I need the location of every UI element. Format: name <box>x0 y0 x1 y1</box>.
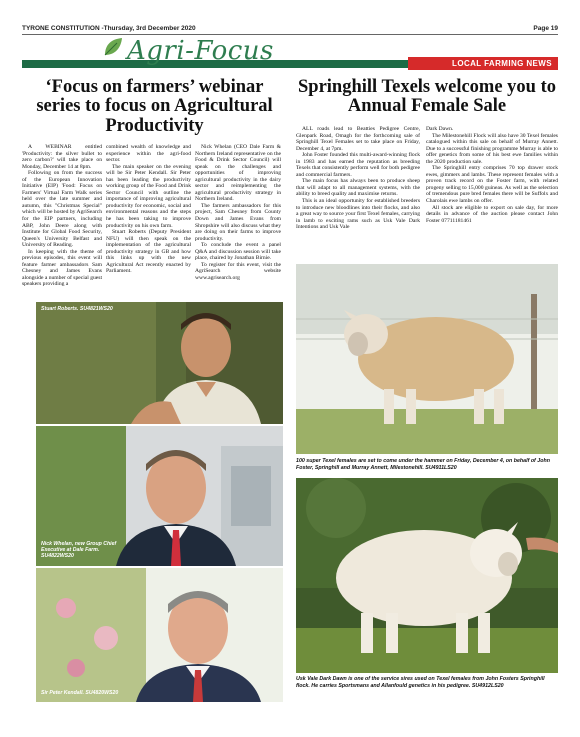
paragraph: Stuart Roberts (Deputy President NFU) will then speak on the implementation of the agricultural productivity strategy in GB and how this links up with the new Agricultural Act recently enacted by Parliament. <box>106 229 191 275</box>
paragraph: The main speaker on the evening will be Sir Peter Kendall. Sir Peter has been leading the productivity working group of the Food and Drink Sector Council with outline the importance of improving agricultural productivity for economic, social and environmental reasons and the steps he has been taking to improve productivity on his own farm. <box>106 163 191 229</box>
section-title: Agri-Focus <box>127 36 274 66</box>
leaf-icon <box>102 36 124 58</box>
left-headline: ‘Focus on farmers’ webinar series to focus on Agricultural Productivity <box>36 77 273 136</box>
paragraph: A WEBINAR entitled 'Productivity: the silver bullet to zero carbon?' will take place on Monday, December 14 at 8pm. <box>22 144 102 170</box>
right-headline: Springhill Texels welcome you to Annual Female Sale <box>298 77 556 117</box>
paragraph: ALL roads lead to Beatties Pedigree Centre, Glenpark Road, Omagh for the forthcoming sale of Springhill Texel Females set to take place on Friday, December 4, at 7pm. <box>296 126 420 152</box>
paragraph: All stock are eligible to export on sale day, for more details in advance of the auction please contact John Foster 07711181461 <box>426 204 558 224</box>
photo-texel-females <box>296 264 558 454</box>
photo-caption: Usk Vale Dark Dawn is one of the service sires used on Texel females from John Fosters Springhill flock. He carries Sportsmans and Allanfould genetics in his pedigree. SU4912LS20 <box>296 676 545 689</box>
paragraph: The main focus has always been to produce sheep that will adapt to all management systems, with the ability to breed quality and maximise returns. <box>296 178 420 198</box>
left-article-col-3 <box>195 144 281 281</box>
paragraph: To conclude the event a panel Q&A and discussion session will take place, chaired by Jonathan Birnie. <box>195 242 281 262</box>
paragraph: This is an ideal opportunity for established breeders to introduce new bloodlines into their flocks, and also a great way to source your first Texel females, carrying in lamb to exciting rams such as Usk Vale Dark Intentions and Usk Vale <box>296 198 420 231</box>
paragraph: The farmers ambassadors for this project, Sam Chesney from County Down and James Evans from Shropshire will also discuss what they are doing on their farms to improve productivity. <box>195 202 281 242</box>
paragraph: Following on from the success of the European Innovation Initiative (EIP) 'Food: Focus on Farmers' Virtual Farm Walk series held over the late summer and autumn, this "Christmas Special" which will be hosted by AgriSearch for the EIP partners, including ABP, John Deere along with Institute for Global Food Security, Queen's University Belfast and University of Reading. <box>22 170 103 249</box>
photo-peter-kendall <box>36 568 283 702</box>
photo-caption: Nick Whelan, new Group Chief Executive at Dale Farm. SU4822WS20 <box>41 541 117 559</box>
photo-caption: Sir Peter Kendall. SU4820WS20 <box>41 690 119 696</box>
portrait-image <box>36 568 283 702</box>
paragraph: The Milestonehill Flock will also have 30 Texel females catalogued within this sale on behalf of Murray Annett. Due to a successful finishing programme Murray is able to offer genetics from some of his best ewe families within the 2020 production sale. <box>426 132 558 165</box>
photo-caption: 100 super Texel females are set to come under the hammer on Friday, December 4, on behalf of John Foster, Springhill and Murray Annett, Milestonehill. SU4911LS20 <box>296 458 550 471</box>
section-banner <box>22 38 558 68</box>
header-rule <box>22 34 558 35</box>
paragraph: Nick Whelan (CEO Dale Farm & Northern Ireland representative on the Food & Drink Sector Council) will speak on the challenges and opportunities of improving agricultural productivity in the dairy sector and reimplementing the agricultural productivity strategy in Northern Ireland. <box>195 144 281 203</box>
paragraph: The Springhill entry comprises 70 top drawer stock ewes, gimmers and lambs. These represent females with a proven track record on the Foster farm, with related progeny selling to 15,000 guineas. As well as the selection of tremendous pure bred females there will be Suffolx and Charolais ewe lambs on offer. <box>426 165 558 205</box>
publication-date: TYRONE CONSTITUTION -Thursday, 3rd December 2020 <box>22 25 196 32</box>
left-article-col-2 <box>106 144 191 275</box>
right-article-col-1 <box>296 126 420 231</box>
paragraph: In keeping with the theme of previous episodes, this event will feature farmer ambassadors Sam Chesney and James Evans alongside a number of special guest speakers providing a <box>22 248 102 288</box>
paragraph: Dark Dawn. <box>426 126 454 132</box>
page-number: Page 19 <box>533 25 558 32</box>
paragraph: combined wealth of knowledge and experience within the agri-food sector. <box>106 144 191 164</box>
paragraph: John Foster founded this multi-award-winning flock in 1983 and has earned the reputation as breeding Texels that consistently perform well for both pedigree and commercial farmers. <box>296 152 420 178</box>
section-subtitle: LOCAL FARMING NEWS <box>408 57 558 70</box>
sheep-image <box>296 478 558 673</box>
photo-usk-vale-dark-dawn <box>296 478 558 673</box>
paragraph: To register for this event, visit the AgriSearch website www.agrisearch.org <box>195 261 281 281</box>
right-article-col-2 <box>426 126 558 224</box>
left-article-col-1 <box>22 144 102 288</box>
photo-caption: Stuart Roberts. SU4821WS20 <box>41 306 113 312</box>
portrait-image <box>36 302 283 424</box>
photo-stuart-roberts <box>36 302 283 424</box>
photo-nick-whelan <box>36 426 283 566</box>
sheep-image <box>296 264 558 454</box>
